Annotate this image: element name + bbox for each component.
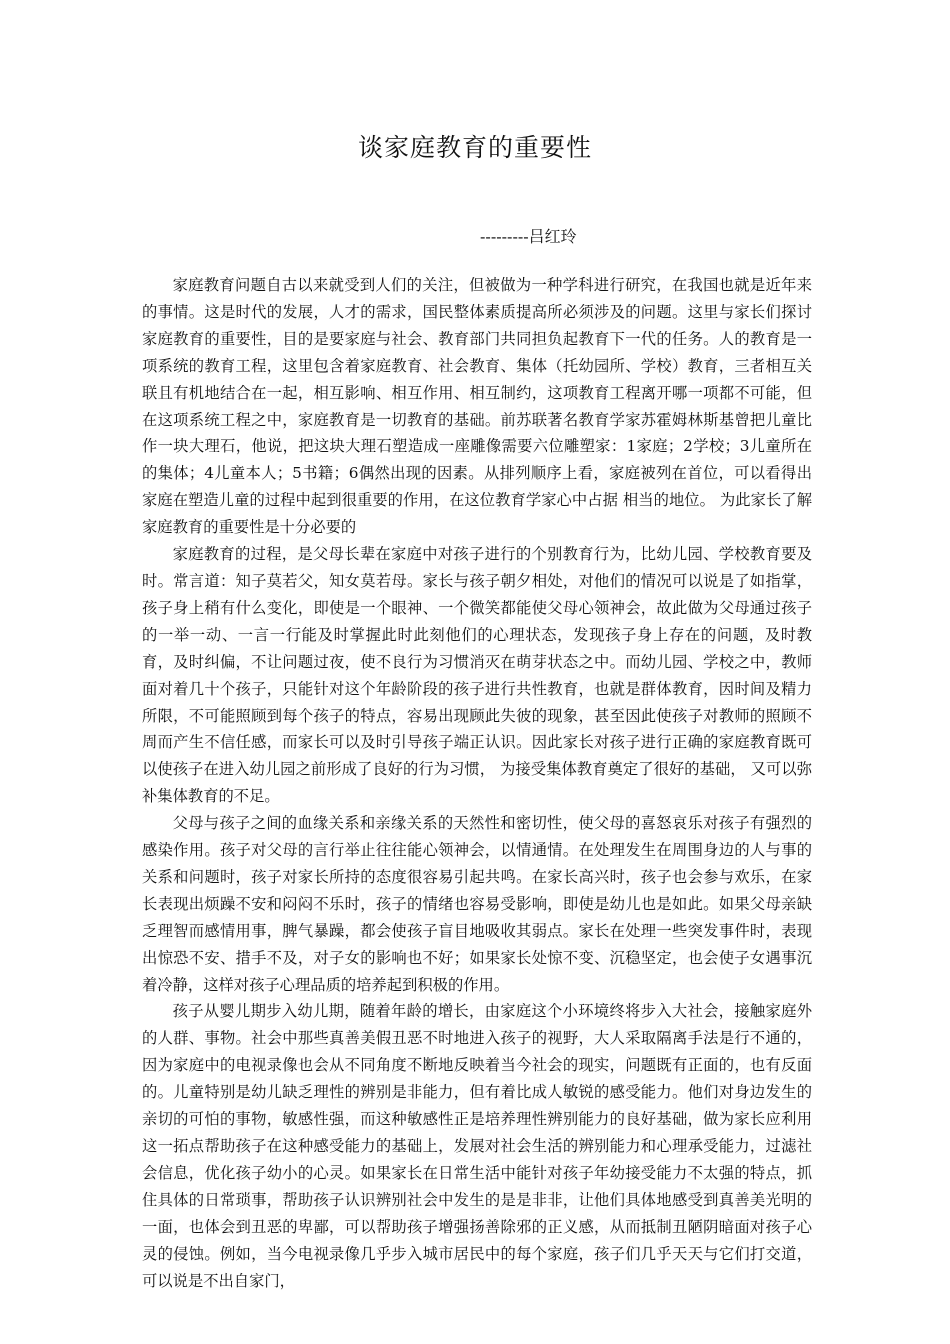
paragraph-1: 家庭教育问题自古以来就受到人们的关注，但被做为一种学科进行研究，在我国也就是近年来的事情。这是时代的发展，人才的需求，国民整体素质提高所必须涉及的问题。这里与家长们探讨家庭教育的重要性，目的是要家庭与社会、教育部门共同担负起教育下一代的任务。人的教育是一项系统的教育工程，这里包含着家庭教育、社会教育、集体（托幼园所、学校）教育，三者相互关联且有机地结合在一起，相互影响、相互作用、相互制约，这项教育工程离开哪一项都不可能，但在这项系统工程之中，家庭教育是一切教育的基础。前苏联著名教育学家苏霍姆林斯基曾把儿童比作一块大理石，他说，把这块大理石塑造成一座雕像需要六位雕塑家：1家庭；2学校；3儿童所在的集体；4儿童本人；5书籍；6偶然出现的因素。从排列顺序上看，家庭被列在首位，可以看得出家庭在塑造儿童的过程中起到很重要的作用，在这位教育学家心中占据 相当的地位。 为此家长了解家庭教育的重要性是十分必要的 [142,276,812,537]
paragraph-2: 家庭教育的过程，是父母长辈在家庭中对孩子进行的个别教育行为，比幼儿园、学校教育要及时。常言道：知子莫若父，知女莫若母。家长与孩子朝夕相处，对他们的情况可以说是了如指掌，孩子身上稍有什么变化，即使是一个眼神、一个微笑都能使父母心领神会，故此做为父母通过孩子的一举一动、一言一行能及时掌握此时此刻他们的心理状态，发现孩子身上存在的问题，及时教育，及时纠偏，不让问题过夜，使不良行为习惯消灭在萌芽状态之中。而幼儿园、学校之中，教师面对着几十个孩子，只能针对这个年龄阶段的孩子进行共性教育，也就是群体教育，因时间及精力所限，不可能照顾到每个孩子的特点，容易出现顾此失彼的现象，甚至因此使孩子对教师的照顾不周而产生不信任感，而家长可以及时引导孩子端正认识。因此家长对孩子进行正确的家庭教育既可以使孩子在进入幼儿园之前形成了良好的行为习惯， 为接受集体教育奠定了很好的基础， 又可以弥补集体教育的不足。 [142,545,812,806]
document-title: 谈家庭教育的重要性 [357,133,592,162]
paragraph-3: 父母与孩子之间的血缘关系和亲缘关系的天然性和密切性，使父母的喜怒哀乐对孩子有强烈的感染作用。孩子对父母的言行举止往往能心领神会，以情通情。在处理发生在周围身边的人与事的关系和问题时，孩子对家长所持的态度很容易引起共鸣。在家长高兴时，孩子也会参与欢乐，在家长表现出烦躁不安和闷闷不乐时，孩子的情绪也容易受影响，即使是幼儿也是如此。如果父母亲缺乏理智而感情用事，脾气暴躁，都会使孩子盲目地吸收其弱点。家长在处理一些突发事件时，表现出惊恐不安、措手不及，对子女的影响也不好；如果家长处惊不变、沉稳坚定，也会使子女遇事沉着冷静，这样对孩子心理品质的培养起到积极的作用。 [142,814,812,994]
author-line: ---------吕红玲 [480,227,577,246]
document-body [142,272,812,1294]
paragraph-4: 孩子从婴儿期步入幼儿期，随着年龄的增长，由家庭这个小环境终将步入大社会，接触家庭外的人群、事物。社会中那些真善美假丑恶不时地进入孩子的视野，大人采取隔离手法是行不通的，因为家庭中的电视录像也会从不同角度不断地反映着当今社会的现实，问题既有正面的，也有反面的。儿童特别是幼儿缺乏理性的辨别是非能力，但有着比成人敏锐的感受能力。他们对身边发生的亲切的可怕的事物，敏感性强，而这种敏感性正是培养理性辨别能力的良好基础，做为家长应利用这一拓点帮助孩子在这种感受能力的基础上，发展对社会生活的辨别能力和心理承受能力，过滤社会信息，优化孩子幼小的心灵。如果家长在日常生活中能针对孩子年幼接受能力不太强的特点，抓住具体的日常琐事，帮助孩子认识辨别社会中发生的是是非非，让他们具体地感受到真善美光明的一面，也体会到丑恶的卑鄙，可以帮助孩子增强扬善除邪的正义感，从而抵制丑陋阴暗面对孩子心灵的侵蚀。例如，当今电视录像几乎步入城市居民中的每个家庭，孩子们几乎天天与它们打交道，可以说是不出自家门， [142,1002,812,1290]
